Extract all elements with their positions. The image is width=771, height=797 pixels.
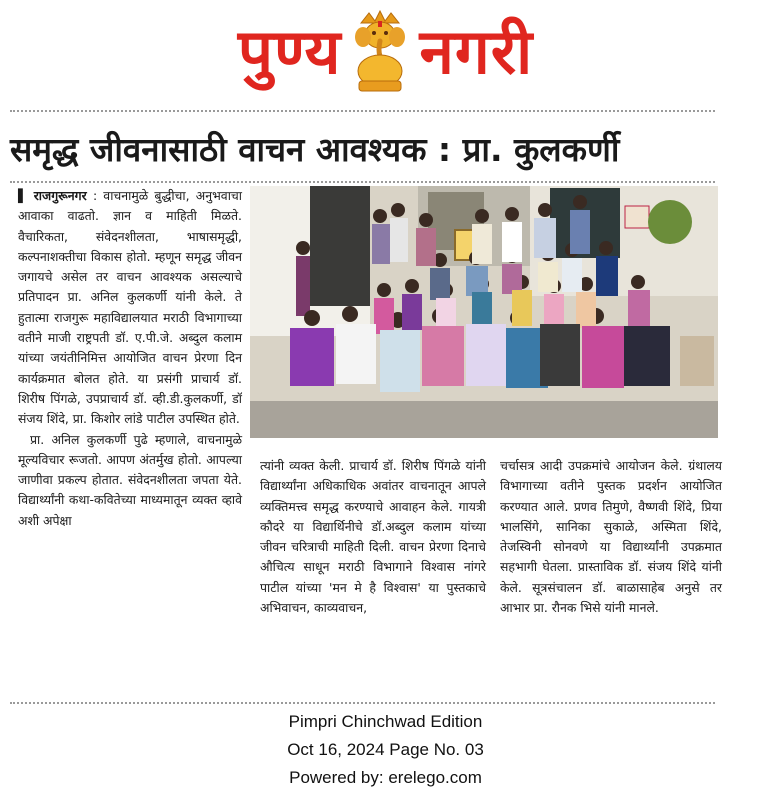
dateline-marker: ▌ <box>18 188 28 203</box>
article-column-1 <box>18 186 242 531</box>
edition-footer <box>0 708 771 792</box>
article-column-3: चर्चासत्र आदी उपक्रमांचे आयोजन केले. ग्रंथालय विभागाच्या वतीने पुस्तक प्रदर्शन आयोजित करण्यात आले. प्रणव तिमुणे, वैष्णवी शिंदे, प्रिया भालसिंगे, सानिका सुकाळे, अस्मिता शिंदे, तेजस्विनी सोनवणे या विद्यार्थ्यांनी उपक्रमात सहभागी घेतला. प्रास्ताविक डॉ. संजय शिंदे यांनी केले. सूत्रसंचालन डॉ. बाळासाहेब अनुसे तर आभार प्रा. रौनक भिसे यांनी मानले. <box>500 458 722 616</box>
ganesha-icon <box>347 9 413 95</box>
headline-divider <box>10 181 715 183</box>
paragraph-1-text: : वाचनामुळे बुद्धीचा, अनुभवाचा आवाका वाढतो. ज्ञान व माहिती मिळते. वैचारिकता, संवेदनशीलता, भाषासमृद्धी, कल्पनाशक्तीचा विकास होतो. म्हणून समृद्ध जीवन जगायचे असेल तर वाचन आवश्यक असल्याचे प्रतिपादन प्रा. अनिल कुलकर्णी यांनी केले. ते हुतात्मा राजगुरू महाविद्यालयात मराठी विभागाच्या वतीने माजी राष्ट्रपती डॉ. ए.पी.जे. अब्दुल कलाम यांच्या जयंतीनिमित्त आयोजित वाचन प्रेरणा दिन कार्यक्रमात बोलत होते. या प्रसंगी प्राचार्य डॉ. शिरीष पिंगळे, उपप्राचार्य डॉ. व्ही.डी.कुलकर्णी, डॉ संजय शिंदे, प्रा. किशोर लांडे पाटील उपस्थित होते. <box>18 188 242 427</box>
group-photo <box>250 186 718 438</box>
dateline: राजगुरूनगर <box>33 188 87 203</box>
article-paragraph-1 <box>18 186 242 430</box>
masthead-word-right: नगरी <box>419 15 534 88</box>
article-column-2: त्यांनी व्यक्त केली. प्राचार्य डॉ. शिरीष पिंगळे यांनी विद्यार्थ्यांना अधिकाधिक अवांतर वाचनातून आपले व्यक्तिमत्त्व समृद्ध करण्याचे आवाहन केले. गायत्री कौदरे या विद्यार्थिनीचे डॉ.अब्दुल कलाम यांच्या जीवन चरित्राची माहिती दिली. वाचन प्रेरणा दिनाचे औचित्य साधून मराठी विभागाने विश्वास नांगरे पाटील यांच्या 'मन मे है विश्वास' या पुस्तकाचे अभिवाचन, काव्यवाचन, <box>260 458 486 616</box>
powered-by: Powered by: erelego.com <box>289 768 482 787</box>
masthead-divider <box>10 110 715 112</box>
edition-date-page: Oct 16, 2024 Page No. 03 <box>287 740 484 759</box>
edition-name: Pimpri Chinchwad Edition <box>288 712 483 731</box>
masthead <box>0 0 771 104</box>
article-paragraph-2: प्रा. अनिल कुलकर्णी पुढे म्हणाले, वाचनामुळे मूल्यविचार रूजतो. आपण अंतर्मुख होतो. आपल्या जाणीवा प्रकल्प होतात. संवेदनशीलता जपता येते. विद्यार्थ्यांनी कथा-कवितेच्या माध्यमातून व्यक्त व्हावे अशी अपेक्षा <box>18 431 242 528</box>
masthead-word-left: पुण्य <box>237 15 342 88</box>
article-headline: समृद्ध जीवनासाठी वाचन आवश्यक : प्रा. कुलकर्णी <box>10 130 620 169</box>
footer-divider <box>10 702 715 704</box>
